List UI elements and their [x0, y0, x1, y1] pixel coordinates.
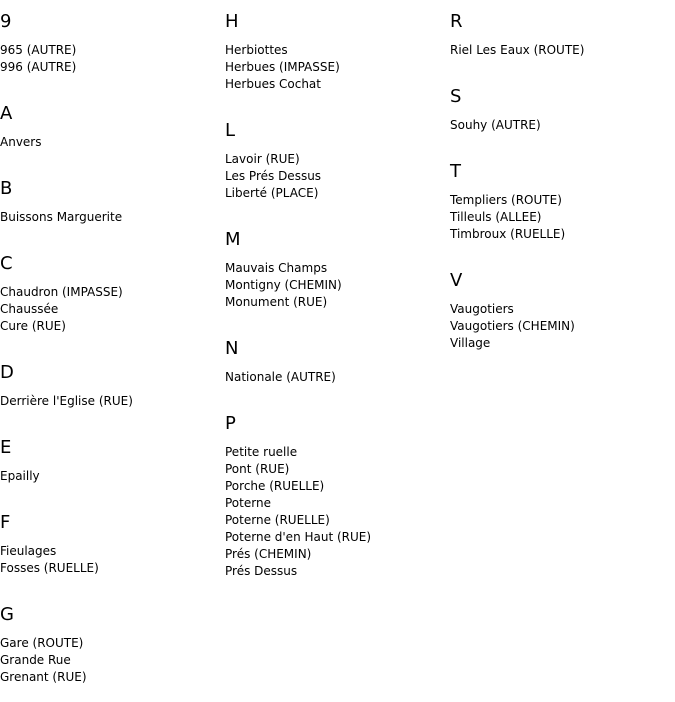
- street-link[interactable]: Chaudron (IMPASSE): [0, 285, 123, 299]
- letter-group: [225, 120, 450, 218]
- street-list: [225, 369, 450, 386]
- street-list-item: [225, 529, 450, 546]
- street-list-item: [0, 560, 225, 577]
- street-link[interactable]: Herbues Cochat: [225, 77, 321, 91]
- group-spacer: [0, 335, 225, 351]
- letter-group: [0, 437, 225, 501]
- street-link[interactable]: Poterne: [225, 496, 271, 510]
- street-link[interactable]: Pont (RUE): [225, 462, 290, 476]
- street-list-item: [0, 318, 225, 335]
- street-link[interactable]: Fosses (RUELLE): [0, 561, 99, 575]
- group-spacer: [0, 410, 225, 426]
- street-list-item: [450, 42, 675, 59]
- street-link[interactable]: Anvers: [0, 135, 42, 149]
- street-link[interactable]: 965 (AUTRE): [0, 43, 77, 57]
- letter-group: [0, 103, 225, 167]
- street-list-item: [225, 185, 450, 202]
- street-list: [450, 301, 675, 352]
- street-list: [0, 134, 225, 151]
- letter-heading: P: [225, 413, 236, 434]
- street-list: [0, 543, 225, 577]
- street-link[interactable]: Grenant (RUE): [0, 670, 87, 684]
- letter-group: [225, 338, 450, 402]
- letter-group: [450, 86, 675, 150]
- street-link[interactable]: Petite ruelle: [225, 445, 298, 459]
- street-link[interactable]: Porche (RUELLE): [225, 479, 325, 493]
- letter-heading: N: [225, 338, 239, 359]
- street-link[interactable]: Montigny (CHEMIN): [225, 278, 342, 292]
- street-link[interactable]: Lavoir (RUE): [225, 152, 300, 166]
- street-list: [225, 444, 450, 580]
- letter-group: [450, 161, 675, 259]
- street-link[interactable]: Vaugotiers: [450, 302, 514, 316]
- street-link[interactable]: Village: [450, 336, 491, 350]
- letter-group: [225, 229, 450, 327]
- street-link[interactable]: Grande Rue: [0, 653, 71, 667]
- letter-heading: 9: [0, 11, 12, 32]
- street-list: [0, 209, 225, 226]
- street-list-item: [0, 652, 225, 669]
- street-list: [225, 151, 450, 202]
- letter-heading: D: [0, 362, 14, 383]
- letter-heading: F: [0, 512, 11, 533]
- street-list-item: [225, 369, 450, 386]
- street-link[interactable]: Nationale (AUTRE): [225, 370, 336, 384]
- street-index-column-3: [450, 0, 675, 368]
- group-spacer: [0, 76, 225, 92]
- street-link[interactable]: Poterne d'en Haut (RUE): [225, 530, 372, 544]
- group-spacer: [450, 243, 675, 259]
- street-list-item: [450, 226, 675, 243]
- group-spacer: [0, 577, 225, 593]
- group-spacer: [450, 134, 675, 150]
- street-link[interactable]: Prés (CHEMIN): [225, 547, 312, 561]
- street-link[interactable]: Herbues (IMPASSE): [225, 60, 340, 74]
- letter-heading: R: [450, 11, 463, 32]
- group-spacer: [225, 386, 450, 402]
- street-link[interactable]: Mauvais Champs: [225, 261, 328, 275]
- street-list-item: [0, 59, 225, 76]
- letter-group: [0, 512, 225, 593]
- street-list-item: [0, 393, 225, 410]
- street-list-item: [225, 444, 450, 461]
- street-list-item: [450, 318, 675, 335]
- street-list-item: [0, 209, 225, 226]
- street-link[interactable]: Fieulages: [0, 544, 57, 558]
- group-spacer: [225, 311, 450, 327]
- letter-group: [0, 178, 225, 242]
- street-link[interactable]: Riel Les Eaux (ROUTE): [450, 43, 585, 57]
- street-link[interactable]: Herbiottes: [225, 43, 288, 57]
- street-list-item: [0, 635, 225, 652]
- street-list: [450, 117, 675, 134]
- street-list-item: [225, 277, 450, 294]
- street-link[interactable]: Monument (RUE): [225, 295, 328, 309]
- street-list: [0, 42, 225, 76]
- street-link[interactable]: Epailly: [0, 469, 40, 483]
- street-list-item: [0, 42, 225, 59]
- street-link[interactable]: Derrière l'Eglise (RUE): [0, 394, 133, 408]
- letter-heading: L: [225, 120, 236, 141]
- letter-heading: B: [0, 178, 13, 199]
- street-index-column-1: [0, 0, 225, 702]
- group-spacer: [0, 485, 225, 501]
- street-list-item: [225, 294, 450, 311]
- group-spacer: [450, 352, 675, 368]
- street-link[interactable]: Gare (ROUTE): [0, 636, 84, 650]
- letter-heading: S: [450, 86, 462, 107]
- street-list-item: [225, 461, 450, 478]
- street-list: [450, 192, 675, 243]
- street-list-item: [225, 168, 450, 185]
- street-list-item: [450, 335, 675, 352]
- street-list-item: [450, 117, 675, 134]
- street-link[interactable]: Templiers (ROUTE): [450, 193, 562, 207]
- street-link[interactable]: Les Prés Dessus: [225, 169, 322, 183]
- street-list-item: [0, 669, 225, 686]
- street-link[interactable]: Buissons Marguerite: [0, 210, 123, 224]
- letter-group: [0, 11, 225, 92]
- street-list-item: [0, 468, 225, 485]
- street-list-item: [450, 192, 675, 209]
- group-spacer: [0, 686, 225, 702]
- group-spacer: [450, 59, 675, 75]
- street-list: [0, 635, 225, 686]
- group-spacer: [225, 202, 450, 218]
- street-list-item: [450, 301, 675, 318]
- street-list-item: [225, 59, 450, 76]
- street-list: [225, 260, 450, 311]
- letter-heading: V: [450, 270, 463, 291]
- street-link[interactable]: Prés Dessus: [225, 564, 298, 578]
- street-list: [450, 42, 675, 59]
- street-list-item: [225, 546, 450, 563]
- street-list-item: [225, 563, 450, 580]
- group-spacer: [0, 151, 225, 167]
- street-link[interactable]: Souhy (AUTRE): [450, 118, 541, 132]
- street-link[interactable]: Liberté (PLACE): [225, 186, 319, 200]
- street-list: [0, 393, 225, 410]
- street-list-item: [0, 284, 225, 301]
- letter-heading: C: [0, 253, 13, 274]
- letter-heading: A: [0, 103, 13, 124]
- street-link[interactable]: Tilleuls (ALLEE): [450, 210, 542, 224]
- letter-group: [0, 362, 225, 426]
- letter-group: [225, 413, 450, 596]
- letter-group: [450, 270, 675, 368]
- group-spacer: [0, 226, 225, 242]
- street-list-item: [0, 134, 225, 151]
- street-list-item: [225, 42, 450, 59]
- street-link[interactable]: Timbroux (RUELLE): [450, 227, 566, 241]
- street-list: [225, 42, 450, 93]
- street-list-item: [0, 543, 225, 560]
- letter-group: [225, 11, 450, 109]
- letter-heading: G: [0, 604, 14, 625]
- street-list: [0, 284, 225, 335]
- street-list-item: [450, 209, 675, 226]
- group-spacer: [225, 93, 450, 109]
- street-list-item: [225, 478, 450, 495]
- letter-heading: M: [225, 229, 241, 250]
- street-list-item: [225, 76, 450, 93]
- street-link[interactable]: Cure (RUE): [0, 319, 66, 333]
- street-list-item: [0, 301, 225, 318]
- letter-group: [0, 253, 225, 351]
- street-link[interactable]: Vaugotiers (CHEMIN): [450, 319, 575, 333]
- letter-group: [0, 604, 225, 702]
- street-link[interactable]: 996 (AUTRE): [0, 60, 77, 74]
- street-list-item: [225, 260, 450, 277]
- group-spacer: [225, 580, 450, 596]
- letter-heading: E: [0, 437, 12, 458]
- street-list: [0, 468, 225, 485]
- street-link[interactable]: Poterne (RUELLE): [225, 513, 330, 527]
- street-index-column-2: [225, 0, 450, 596]
- letter-heading: T: [450, 161, 461, 182]
- street-link[interactable]: Chaussée: [0, 302, 59, 316]
- street-list-item: [225, 495, 450, 512]
- letter-group: [450, 11, 675, 75]
- street-list-item: [225, 512, 450, 529]
- street-list-item: [225, 151, 450, 168]
- letter-heading: H: [225, 11, 239, 32]
